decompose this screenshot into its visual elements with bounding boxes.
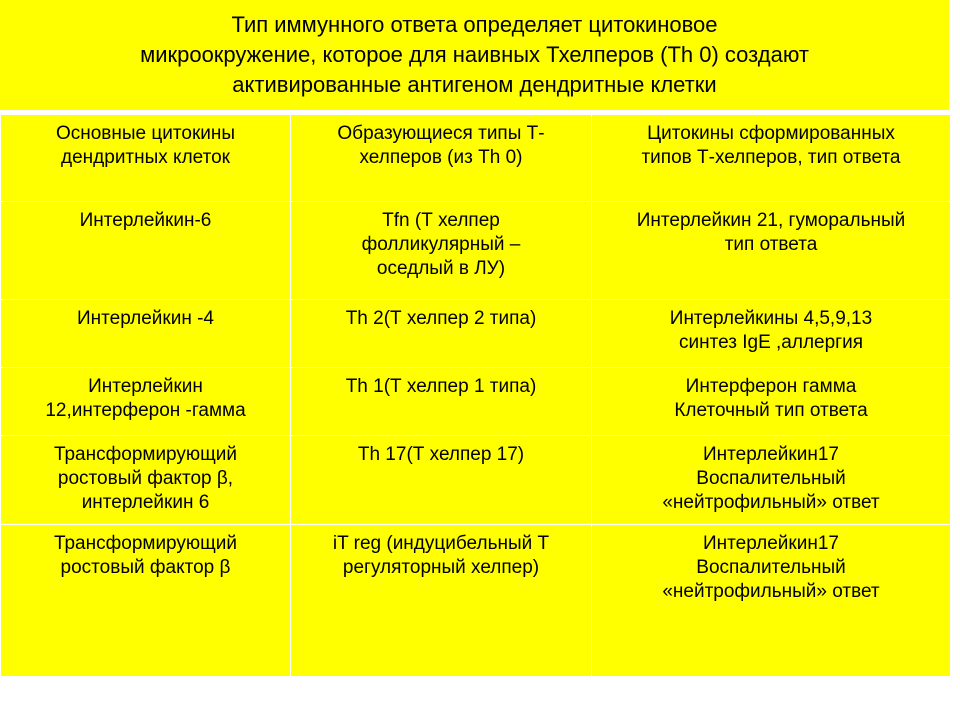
table-cell: Th 1(Т хелпер 1 типа) [291, 368, 592, 436]
table-cell: Трансформирующий ростовый фактор β [1, 525, 291, 677]
header-th-types: Образующиеся типы Т- хелперов (из Th 0) [291, 115, 592, 202]
header-response-cytokines: Цитокины сформированных типов Т-хелперов, тип ответа [592, 115, 951, 202]
table-cell: Tfn (Т хелпер фолликулярный – оседлый в ЛУ) [291, 202, 592, 300]
table-row [1, 525, 951, 677]
slide-title: Тип иммунного ответа определяет цитокиновое микроокружение, которое для наивных Тхелперов (Th 0) создают активированные антигеном дендритные клетки [140, 12, 809, 97]
table-cell: Th 17(Т хелпер 17) [291, 436, 592, 525]
table-cell: Трансформирующий ростовый фактор β, интерлейкин 6 [1, 436, 291, 525]
table-row [1, 300, 951, 368]
table-cell: Интерлейкин17 Воспалительный «нейтрофильный» ответ [592, 436, 951, 525]
table-header-row [1, 115, 951, 202]
table-row [1, 202, 951, 300]
header-dendritic-cytokines: Основные цитокины дендритных клеток [1, 115, 291, 202]
table-cell: Интерлейкины 4,5,9,13 синтез IgE ,аллергия [592, 300, 951, 368]
table-row [1, 368, 951, 436]
table-cell: Th 2(Т хелпер 2 типа) [291, 300, 592, 368]
table-cell: Интерлейкин17 Воспалительный «нейтрофильный» ответ [592, 525, 951, 677]
table-cell: iT reg (индуцибельный Т регуляторный хелпер) [291, 525, 592, 677]
table-cell: Интерлейкин -4 [1, 300, 291, 368]
cytokine-table-container [0, 114, 950, 676]
table-cell: Интерферон гамма Клеточный тип ответа [592, 368, 951, 436]
title-box [0, 0, 949, 110]
table-cell: Интерлейкин-6 [1, 202, 291, 300]
table-cell: Интерлейкин 21, гуморальный тип ответа [592, 202, 951, 300]
cytokine-table [0, 114, 951, 677]
table-cell: Интерлейкин 12,интерферон -гамма [1, 368, 291, 436]
table-row [1, 436, 951, 525]
